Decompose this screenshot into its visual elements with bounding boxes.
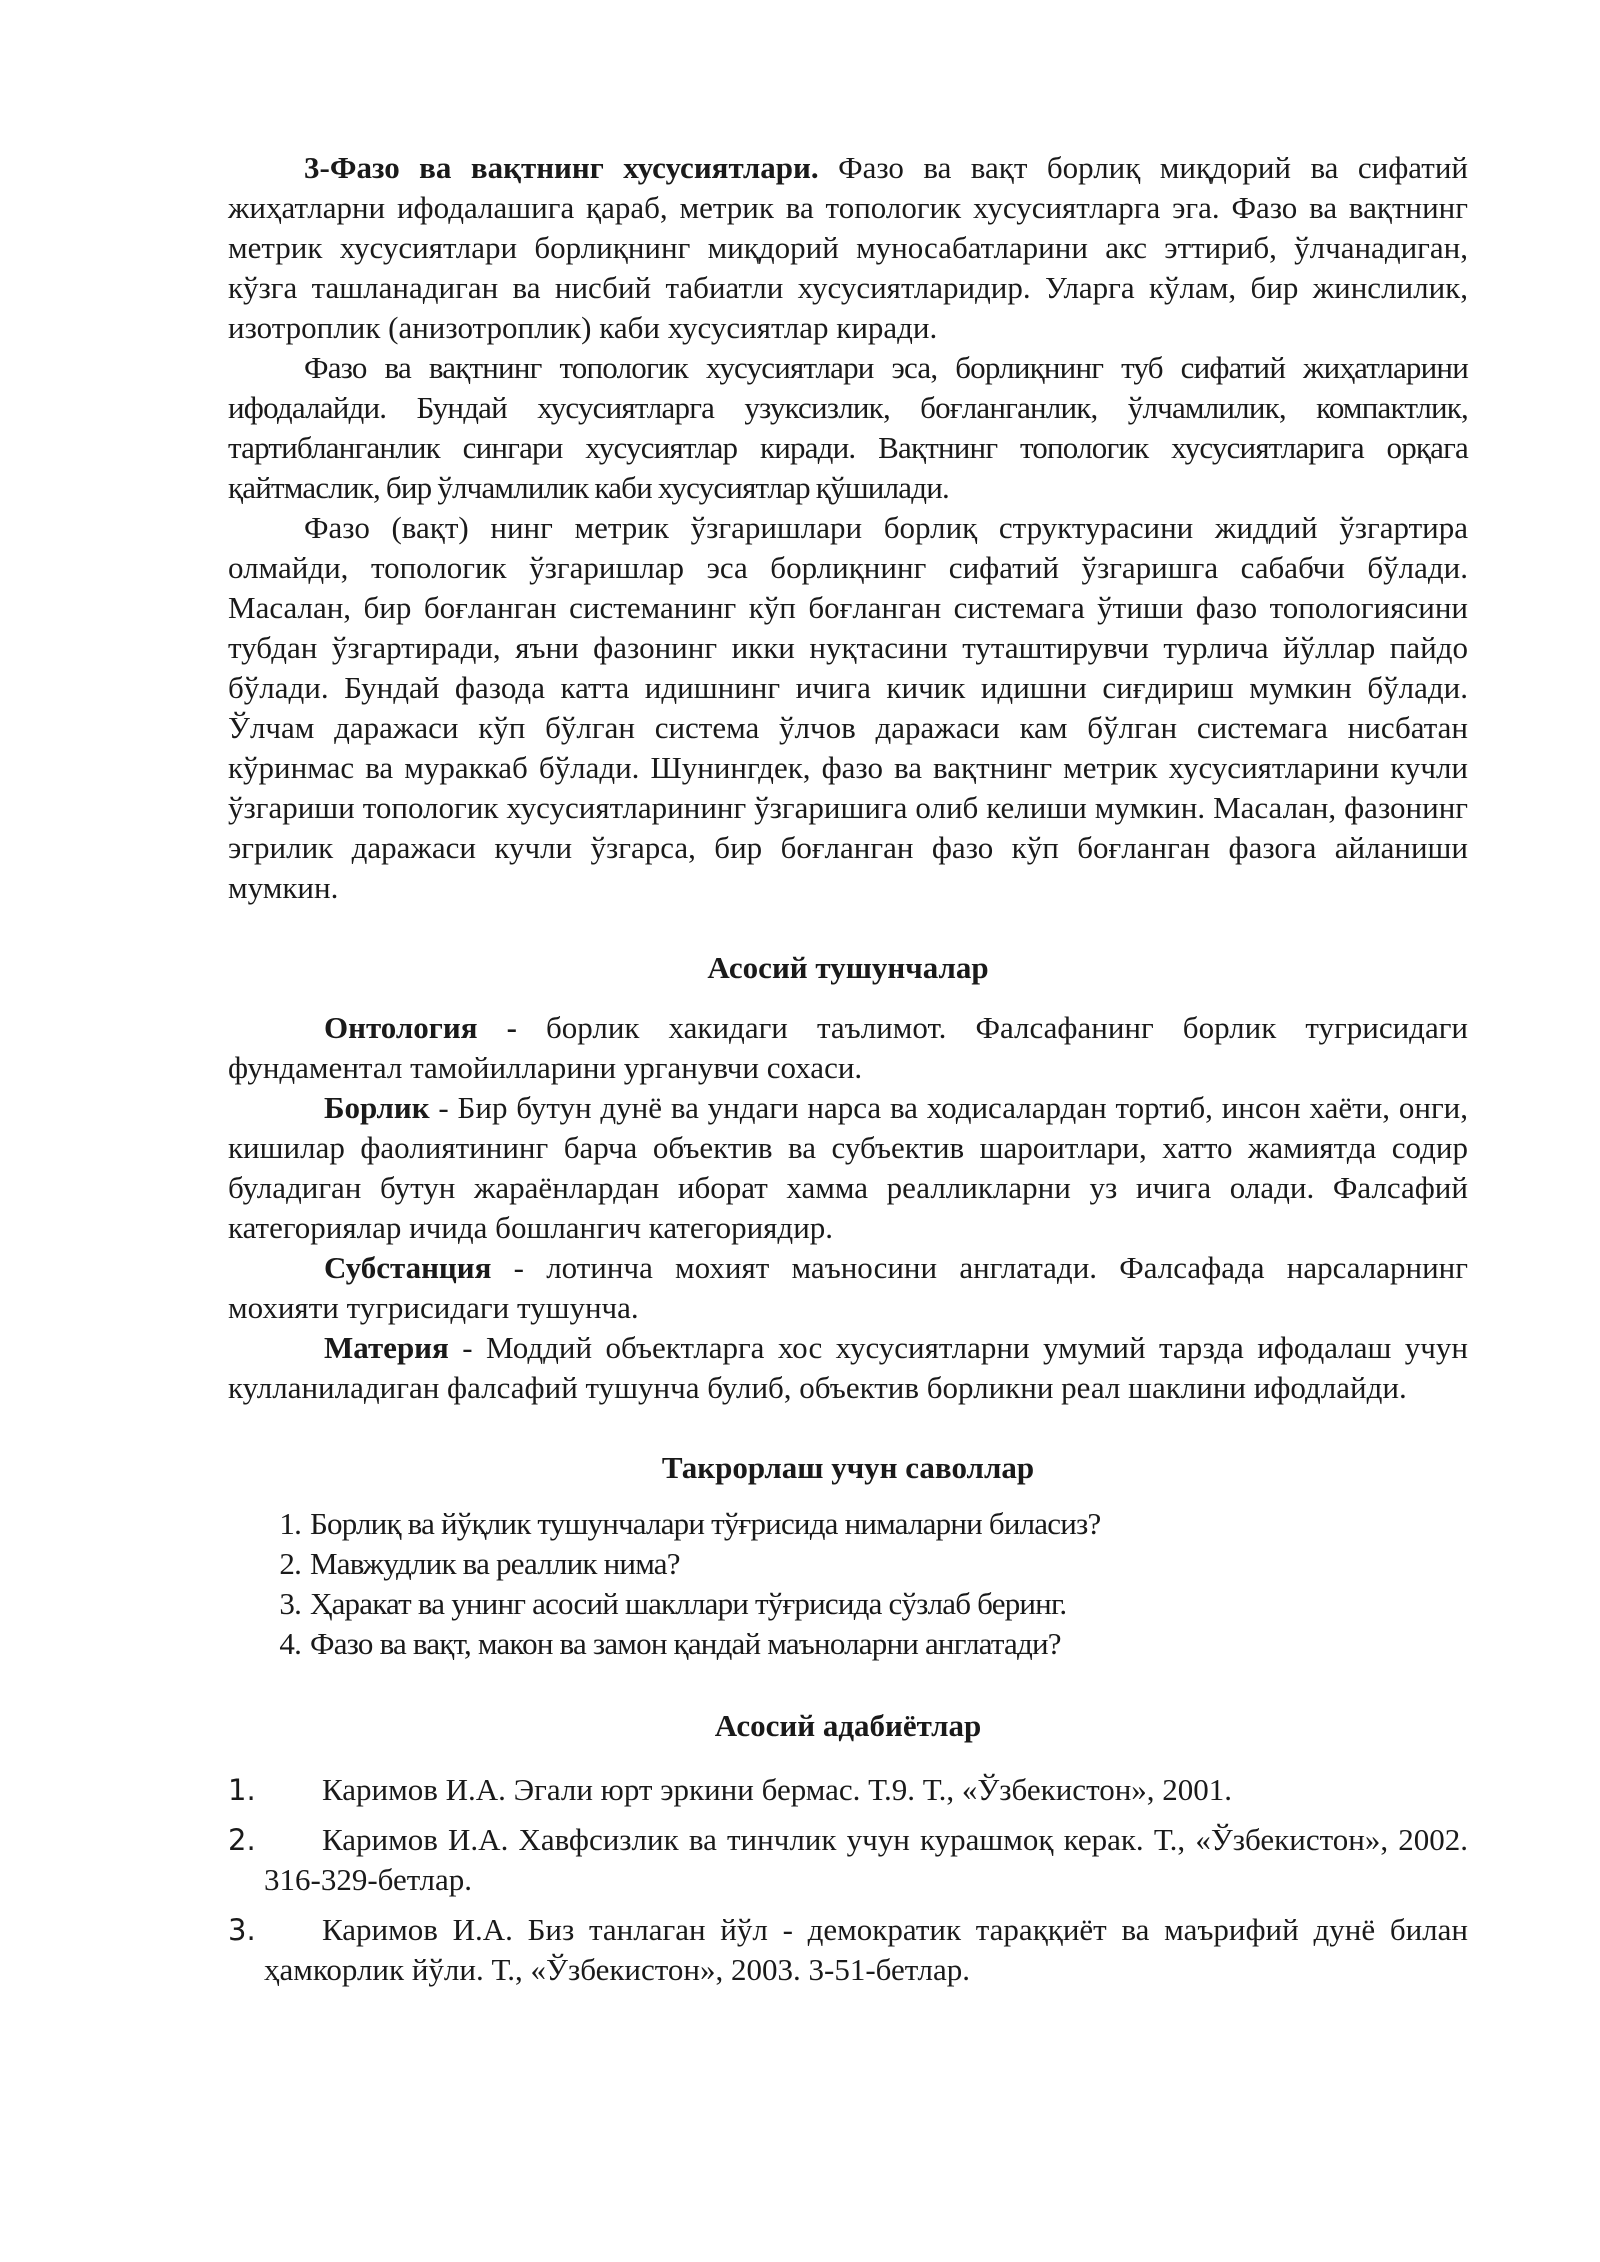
- concept-definition: - лотинча мохият маъносини англатади. Фалсафада нарсаларнинг мохияти тугрисидаги тушунча.: [228, 1250, 1468, 1325]
- question-item: 4. Фазо ва вақт, макон ва замон қандай маъноларни англатади?: [308, 1624, 1468, 1664]
- literature-text: Каримов И.А. Хавфсизлик ва тинчлик учун курашмоқ керак. Т., «Ўзбекистон», 2002. 316-329-бетлар.: [264, 1822, 1468, 1897]
- concept-ontology: [228, 1008, 1468, 1088]
- literature-item: [228, 1910, 1468, 1990]
- concept-matter: [228, 1328, 1468, 1408]
- concept-definition: борлик хакидаги таълимот. Фалсафанинг борлик тугрисидаги фундаментал тамойилларини урганувчи сохаси.: [228, 1010, 1469, 1085]
- literature-number: 2.: [228, 1823, 256, 1857]
- concept-term: Онтология -: [324, 1010, 517, 1045]
- section-title: 3-Фазо ва вақтнинг хусусиятлари.: [304, 150, 819, 185]
- concept-term: Материя: [324, 1330, 449, 1365]
- literature-heading: Асосий адабиётлар: [714, 1708, 982, 1743]
- literature-text: Каримов И.А. Эгали юрт эркини бермас. Т.9. Т., «Ўзбекистон», 2001.: [322, 1772, 1233, 1807]
- concept-term: Субстанция: [324, 1250, 492, 1285]
- literature-item: [228, 1820, 1468, 1900]
- literature-text: Каримов И.А. Биз танлаган йўл - демократик тараққиёт ва маърифий дунё билан ҳамкорлик йўли. Т., «Ўзбекистон», 2003. 3-51-бетлар.: [264, 1912, 1468, 1987]
- concept-substance: [228, 1248, 1468, 1328]
- section-paragraph-1-text: Фазо ва вақт борлиқ миқдорий ва сифатий жиҳатларни ифодалашига қараб, метрик ва топологик хусусиятларга эга. Фазо ва вақтнинг метрик хусусиятлари борлиқнинг миқдорий муносабатларини акс эттириб, ўлчанадиган, кўзга ташланадиган ва нисбий табиатли хусусиятларидир. Уларга кўлам, бир жинслилик, изотроплик (анизотроплик) каби хусусиятлар киради.: [228, 150, 1468, 345]
- question-item: 2. Мавжудлик ва реаллик нима?: [308, 1544, 1468, 1584]
- literature-number: 3.: [228, 1913, 256, 1947]
- concept-borlik: [228, 1088, 1468, 1248]
- questions-heading: Такрорлаш учун саволлар: [661, 1450, 1035, 1485]
- section-paragraph-1: [228, 148, 1468, 348]
- section-paragraph-3: Фазо (вақт) нинг метрик ўзгаришлари борлиқ структурасини жиддий ўзгартира олмайди, топологик ўзгаришлар эса борлиқнинг сифатий ўзгаришга сабабчи бўлади. Масалан, бир боғланган системанинг кўп боғланган системага ўтиши фазо топологиясини тубдан ўзгартиради, яъни фазонинг икки нуқтасини туташтирувчи турлича йўллар пайдо бўлади. Бундай фазода катта идишнинг ичига кичик идишни сиғдириш мумкин бўлади. Ўлчам даражаси кўп бўлган система ўлчов даражаси кам бўлган системага нисбатан кўринмас ва мураккаб бўлади. Шунингдек, фазо ва вақтнинг метрик хусусиятларини кучли ўзгариши топологик хусусиятларининг ўзгаришига олиб келиши мумкин. Масалан, фазонинг эгрилик даражаси кучли ўзгарса, бир боғланган фазо кўп боғланган фазога айланиши мумкин.: [228, 510, 1468, 905]
- question-item: 3. Ҳаракат ва унинг асосий шакллари тўғрисида сўзлаб беринг.: [308, 1584, 1468, 1624]
- document-page: [228, 148, 1468, 2000]
- section-paragraph-2: Фазо ва вақтнинг топологик хусусиятлари эса, борлиқнинг туб сифатий жиҳатларини ифодалайди. Бундай хусусиятларга узуксизлик, боғланганлик, ўлчамлилик, компактлик, тартибланганлик сингари хусусиятлар киради. Вақтнинг топологик хусусиятларига орқага қайтмаслик, бир ўлчамлилик каби хусусиятлар қўшилади.: [228, 350, 1468, 505]
- concept-definition: - Моддий объектларга хос хусусиятларни умумий тарзда ифодалаш учун кулланиладиган фалсафий тушунча булиб, объектив борликни реал шаклини ифодлайди.: [228, 1330, 1468, 1405]
- literature-item: [228, 1770, 1468, 1810]
- question-item: 1. Борлиқ ва йўқлик тушунчалари тўғрисида нималарни биласиз?: [308, 1504, 1468, 1544]
- questions-list: [228, 1504, 1468, 1664]
- literature-number: 1.: [228, 1773, 256, 1807]
- concepts-heading: Асосий тушунчалар: [707, 950, 989, 985]
- concept-definition: - Бир бутун дунё ва ундаги нарса ва ходисалардан тортиб, инсон хаёти, онги, кишилар фаолиятининг барча объектив ва субъектив шароитлари, хатто жамиятда содир буладиган бутун жараёнлардан иборат хамма реалликларни уз ичига олади. Фалсафий категориялар ичида бошлангич категориядир.: [228, 1090, 1468, 1245]
- concept-term: Борлик: [324, 1090, 430, 1125]
